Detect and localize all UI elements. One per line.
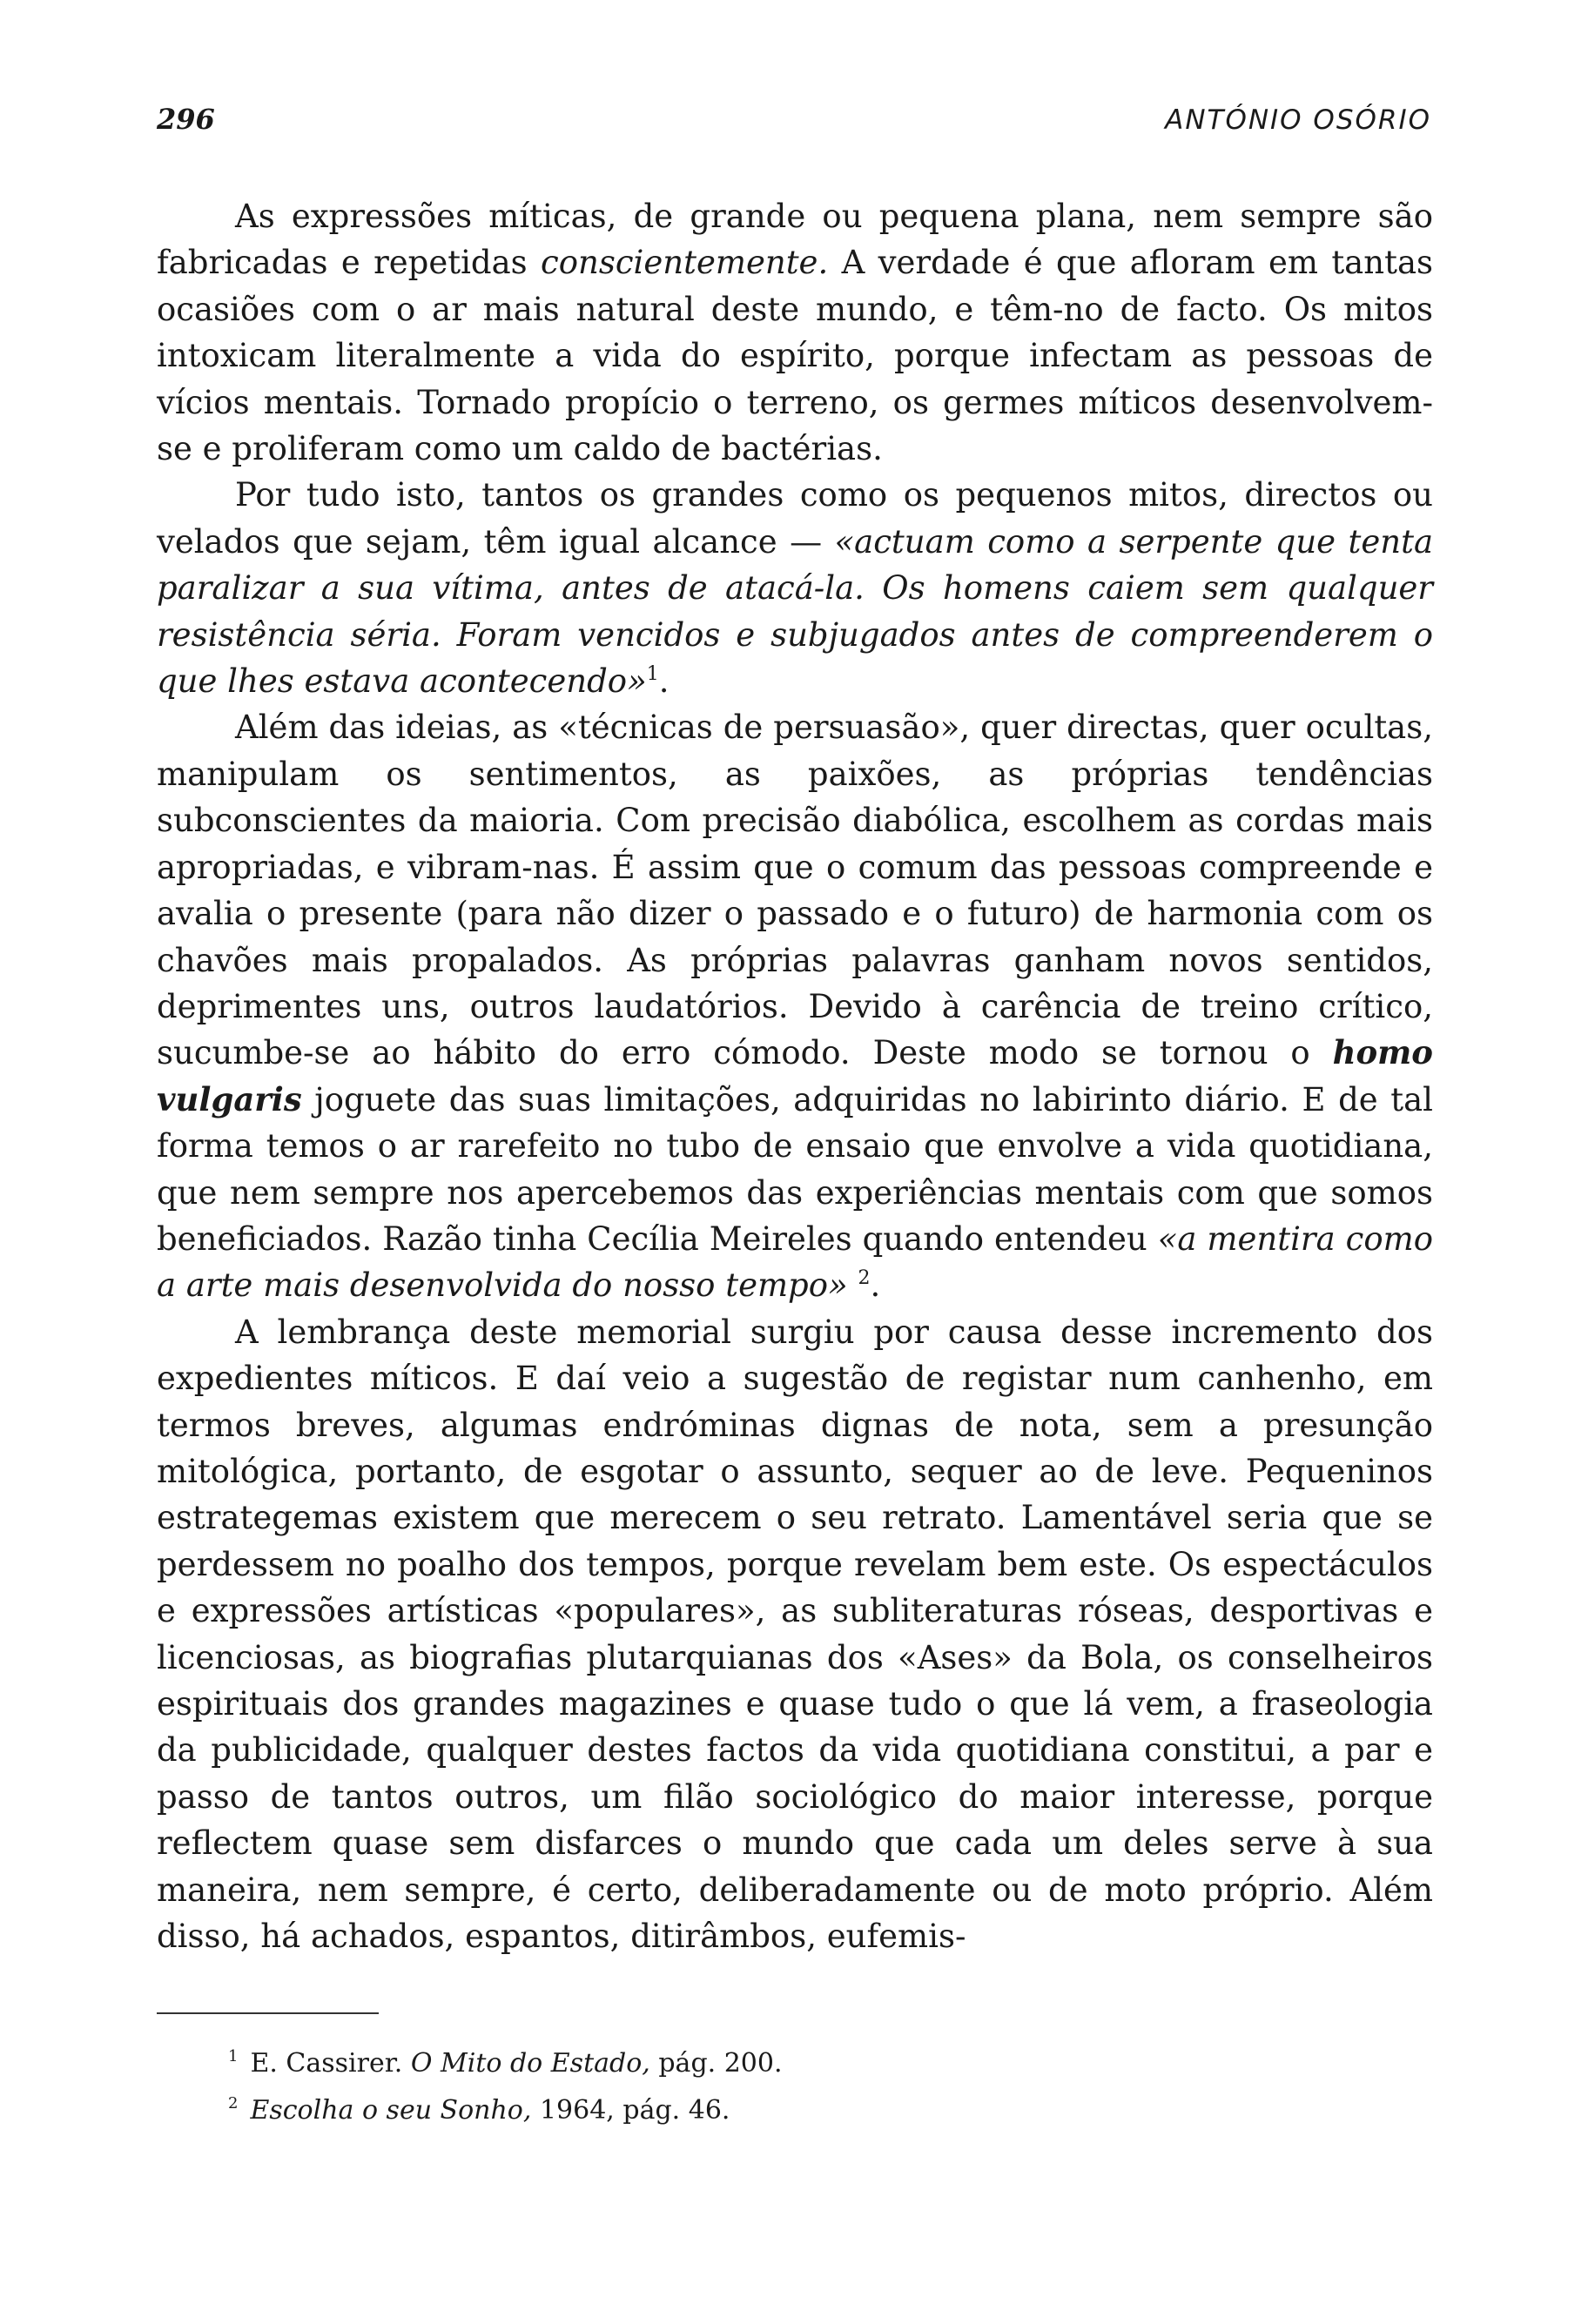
paragraph <box>157 704 1433 1308</box>
bold-italic-term: homo vulgaris <box>157 1033 1433 1118</box>
text-segment: Por tudo isto, tantos os grandes como os pequenos mitos, directos ou velados que sejam, têm igual alcance — <box>157 476 1433 561</box>
footnotes <box>228 2040 1360 2134</box>
italic-segment: Escolha o seu Sonho, <box>250 2095 532 2126</box>
paragraph <box>157 1309 1433 1960</box>
quotation-cassirer: «actuam como a serpente que tenta paralizar a sua vítima, antes de atacá-la. Os homens caiem sem qualquer resistência séria. Foram vencidos e subjugados antes de compreenderem o que lhes estava acontecendo» <box>157 522 1434 701</box>
running-head <box>157 103 1431 136</box>
text-segment: Além das ideias, as «técnicas de persuasão», quer directas, quer ocultas, manipulam os sentimentos, as paixões, as próprias tendências subconscientes da maioria. Com precisão diabólica, escolhem as cordas mais apropriadas, e vibram-nas. É assim que o comum das pessoas compreende e avalia o presente (para não dizer o passado e o futuro) de harmonia com os chavões mais propalados. As próprias palavras ganham novos sentidos, deprimentes uns, outros laudatórios. Devido à carência de treino crítico, sucumbe-se ao hábito do erro cómodo. Deste modo se tornou o <box>157 709 1433 1072</box>
footnote <box>228 2040 1360 2087</box>
italic-segment: O Mito do Estado, <box>410 2048 650 2079</box>
text-segment: . <box>870 1266 881 1305</box>
text-segment: A verdade é que afloram em tantas ocasiões com o ar mais natural deste mundo, e têm-no de facto. Os mitos intoxicam literalmente a vida do espírito, porque infectam as pessoas de vícios mentais. Tornado propício o terreno, os germes míticos desenvolvem-se e proliferam como um caldo de bactérias. <box>157 244 1433 468</box>
text-segment: . <box>658 662 670 701</box>
text-segment: A lembrança deste memorial surgiu por causa desse incremento dos expedientes míticos. E daí veio a sugestão de registar num canhenho, em termos breves, algumas endróminas dignas de nota, sem a presunção mitológica, portanto, de esgotar o assunto, sequer ao de leve. Pequeninos estrategemas existem que merecem o seu retrato. Lamentável seria que se perdessem no poalho dos tempos, porque revelam bem este. Os espectáculos e expressões artísticas «populares», as subliteraturas róseas, desportivas e licenciosas, as biografias plutarquianas dos «Ases» da Bola, os conselheiros espirituais dos grandes magazines e quase tudo o que lá vem, a fraseologia da publicidade, qualquer destes factos da vida quotidiana constitui, a par e passo de tantos outros, um filão sociológico do maior interesse, porque reflectem quase sem disfarces o mundo que cada um deles serve à sua maneira, nem sempre, é certo, deliberadamente ou de moto próprio. Além disso, há achados, espantos, ditirâmbos, eufemis- <box>157 1313 1433 1956</box>
text-segment <box>848 1266 858 1304</box>
text-segment: As expressões míticas, de grande ou pequena plana, nem sempre são fabricadas e repetidas <box>157 198 1433 282</box>
footnote-rule <box>157 2012 379 2014</box>
quotation-meireles: «a mentira como a arte mais desenvolvida do nosso tempo» <box>157 1219 1434 1305</box>
italic-segment: conscientemente. <box>541 244 829 282</box>
footnote <box>228 2087 1360 2134</box>
footnote-mark: 2 <box>228 2094 239 2112</box>
text-segment: joguete das suas limitações, adquiridas no labirinto diário. E de tal forma temos o ar rarefeito no tubo de ensaio que envolve a vida quotidiana, que nem sempre nos apercebemos das experiências mentais com que somos beneficiados. Razão tinha Cecília Meireles quando entendeu <box>157 1080 1433 1258</box>
footnote-ref-2: 2 <box>858 1267 871 1290</box>
text-segment: E. Cassirer. <box>250 2048 411 2079</box>
running-title: ANTÓNIO OSÓRIO <box>1165 104 1431 136</box>
body-text <box>157 193 1433 1959</box>
page-number: 296 <box>157 103 215 136</box>
text-segment: pág. 200. <box>649 2048 783 2079</box>
footnote-mark: 1 <box>228 2047 239 2065</box>
paragraph <box>157 472 1433 704</box>
footnote-ref-1: 1 <box>646 663 659 686</box>
paragraph <box>157 193 1433 472</box>
text-segment: 1964, pág. 46. <box>531 2095 730 2126</box>
